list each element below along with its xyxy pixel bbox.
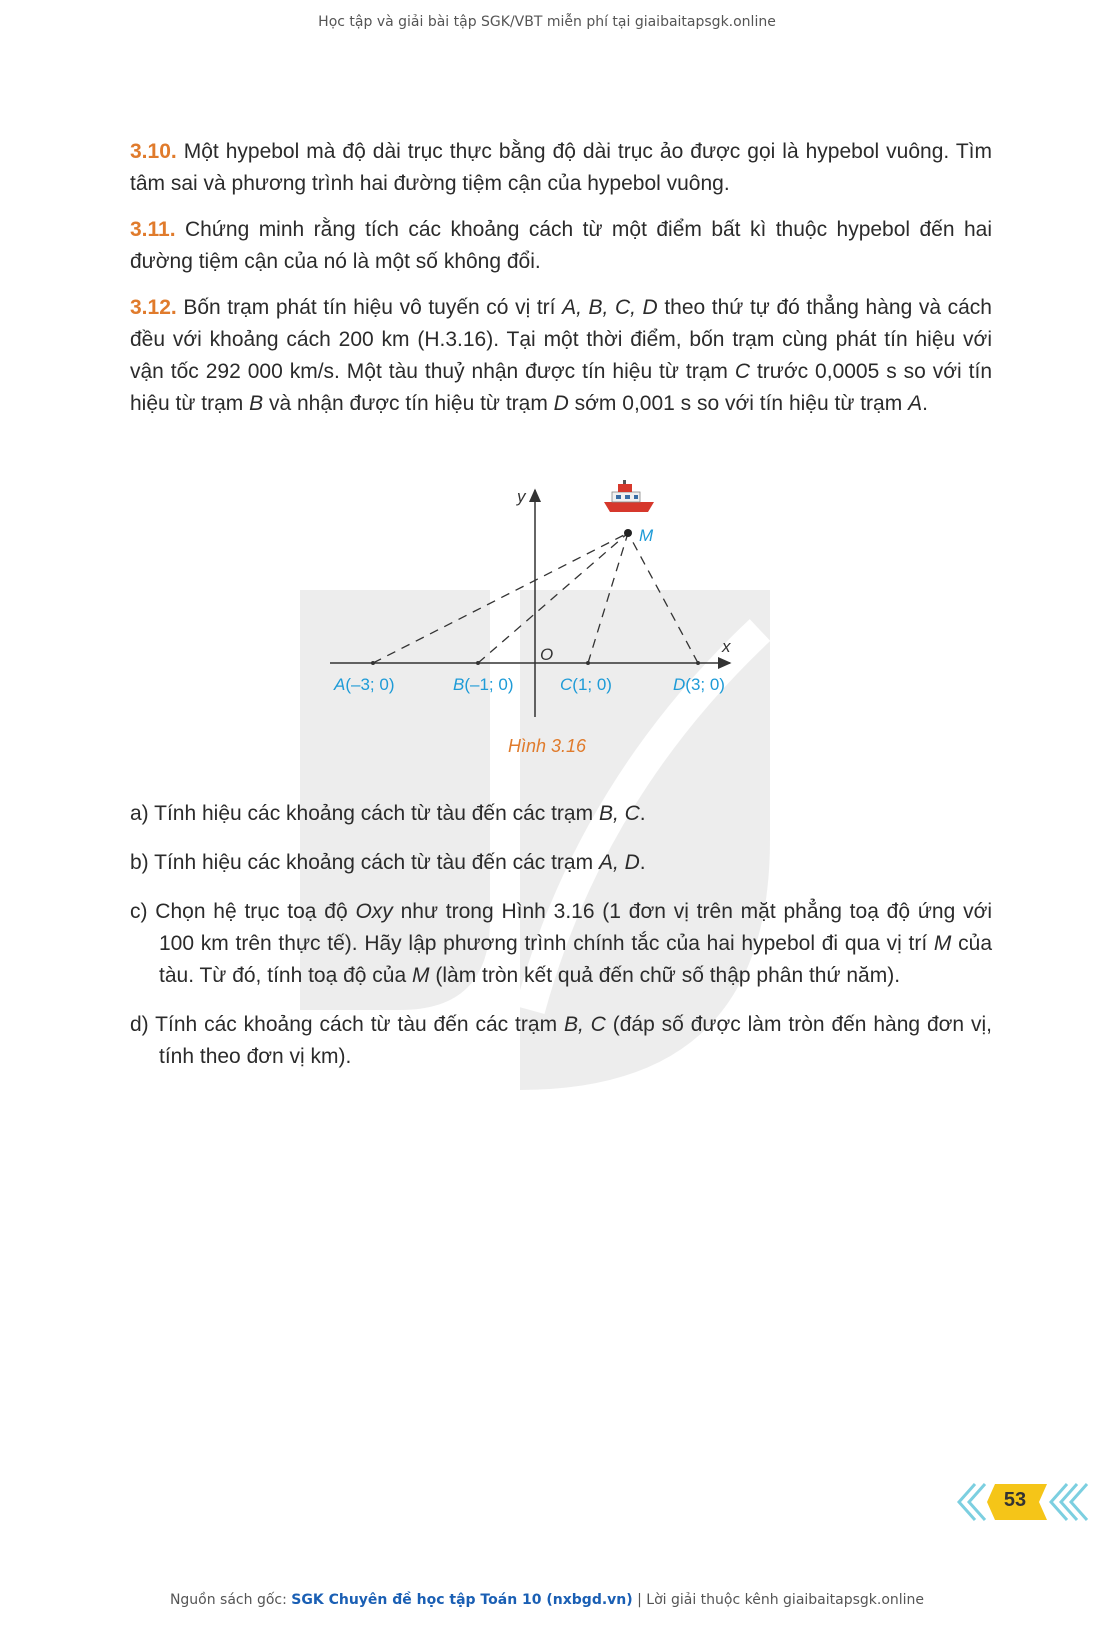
station-a: A [908, 392, 923, 415]
question-c-m2: M [412, 964, 430, 987]
page-header: Học tập và giải bài tập SGK/VBT miễn phí tại giaibaitapsgk.online [318, 14, 776, 30]
question-d-text: d) Tính các khoảng cách từ tàu đến các trạm [130, 1013, 564, 1036]
station-d: D [553, 392, 569, 415]
question-c-oxy: Oxy [355, 900, 393, 923]
question-b-stations: A, D [598, 851, 640, 874]
exercise-3-10 [130, 136, 992, 200]
exercise-text-6: . [922, 392, 928, 415]
line-d-m [628, 533, 698, 663]
exercise-text: Một hypebol mà độ dài trục thực bằng độ dài trục ảo được gọi là hypebol vuông. Tìm tâm sai và phương trình hai đường tiệm cận của hypebol vuông. [130, 140, 992, 195]
question-d [130, 1009, 992, 1073]
exercise-text-4: và nhận được tín hiệu từ trạm [263, 392, 554, 415]
footer-prefix: Nguồn sách gốc: [169, 1592, 292, 1608]
page-footer [0, 1592, 1094, 1608]
footer-suffix: | Lời giải thuộc kênh giaibaitapsgk.online [632, 1592, 925, 1608]
exercise-text-3: trước 0,0005 s so với tín hiệu từ trạm [130, 360, 993, 415]
exercise-number: 3.12. [130, 296, 177, 319]
origin-label: O [540, 645, 554, 664]
point-a-label: A(–3; 0) [334, 675, 395, 694]
question-c-m: M [933, 932, 952, 955]
question-list [130, 798, 992, 1073]
question-b-text: b) Tính hiệu các khoảng cách từ tàu đến các trạm [130, 851, 599, 874]
figure-caption: Hình 3.16 [507, 736, 587, 756]
point-m-label: M [639, 526, 654, 545]
exercise-3-11 [130, 214, 992, 278]
station-c: C [734, 360, 751, 383]
question-b [130, 847, 992, 879]
exercise-text-5: sớm 0,001 s so với tín hiệu từ trạm [568, 392, 909, 415]
point-d-label: D(3; 0) [673, 675, 725, 694]
exercise-text-1: Bốn trạm phát tín hiệu vô tuyến có vị trí [183, 296, 563, 319]
y-axis-label: y [517, 487, 526, 506]
question-d-stations: B, C [563, 1013, 606, 1036]
line-a-m [373, 533, 628, 663]
question-d-end: (đáp số được làm tròn đến hàng đơn vị, tính theo đơn vị km). [159, 1013, 992, 1068]
point-c-label: C(1; 0) [560, 675, 612, 694]
exercise-text: Chứng minh rằng tích các khoảng cách từ một điểm bất kì thuộc hypebol đến hai đường tiệm cận của nó là một số không đổi. [130, 218, 992, 273]
exercise-text-2: theo thứ tự đó thẳng hàng và cách đều với khoảng cách 200 km (H.3.16). Tại một thời điểm, bốn trạm cùng phát tín hiệu với vận tốc 292 000 km/s. Một tàu thuỷ nhận được tín hiệu từ trạm [130, 296, 992, 383]
line-b-m [478, 533, 628, 663]
question-a-text: a) Tính hiệu các khoảng cách từ tàu đến các trạm [130, 802, 599, 825]
question-c [130, 896, 992, 992]
figure-3-16 [310, 480, 770, 760]
question-a [130, 798, 992, 830]
question-c-text-4: (làm tròn kết quả đến chữ số thập phân thứ năm). [429, 964, 901, 987]
ship-icon [604, 480, 654, 512]
question-b-end: . [639, 851, 646, 874]
question-c-text-3: của tàu. Từ đó, tính toạ độ của [159, 932, 993, 987]
question-c-text-2: như trong Hình 3.16 (1 đơn vị trên mặt phẳng toạ độ ứng với 100 km trên thực tế). Hãy lập phương trình chính tắc của hai hypebol đi qua vị trí [159, 900, 992, 955]
question-c-text-1: c) Chọn hệ trục toạ độ [130, 900, 356, 923]
question-a-end: . [639, 802, 646, 825]
point-b-label: B(–1; 0) [453, 675, 514, 694]
line-c-m [588, 533, 628, 663]
point-m [624, 529, 632, 537]
exercise-3-12 [130, 292, 992, 420]
point-d [696, 661, 700, 665]
station-names: A, B, C, D [562, 296, 658, 319]
station-b: B [249, 392, 264, 415]
point-b [476, 661, 480, 665]
page-number: 53 [1003, 1489, 1027, 1511]
point-a [371, 661, 375, 665]
exercise-number: 3.11. [130, 218, 176, 241]
point-c [586, 661, 590, 665]
x-axis-label: x [722, 637, 731, 656]
exercise-number: 3.10. [130, 140, 177, 163]
footer-source-link[interactable]: SGK Chuyên đề học tập Toán 10 (nxbgd.vn) [291, 1592, 633, 1608]
question-a-stations: B, C [598, 802, 640, 825]
